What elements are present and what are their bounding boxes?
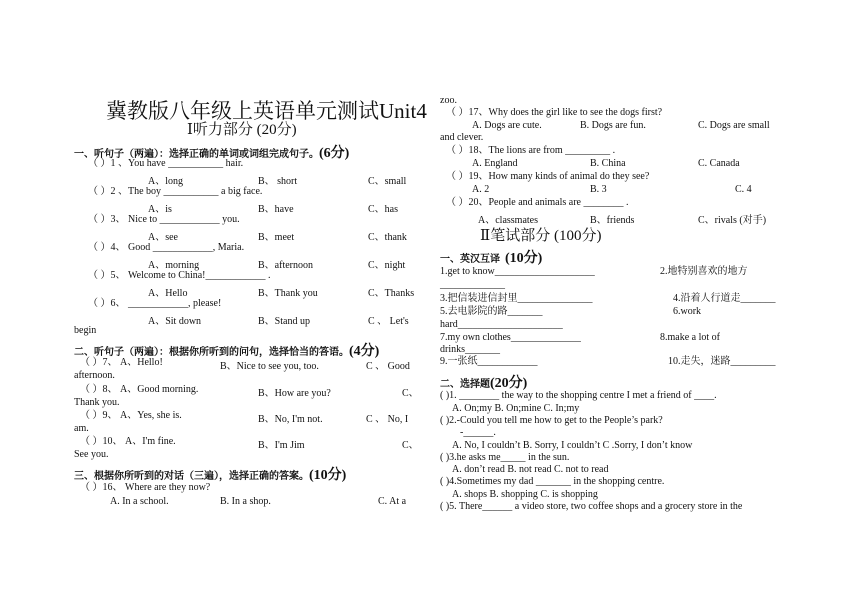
section2-title: 二、听句子（两遍）：根据你所听到的问句，选择恰当的答语。 [74,347,349,358]
q6-continuation: begin [74,325,97,336]
q10-continuation: See you. [74,449,109,460]
q3-option-b: B、meet [258,232,295,243]
mc-q1-stem: ( )1. ________ the way to the shopping centre I met a friend of ____. [440,390,717,401]
mc-q3-options: A. don’t read B. not read C. not to read [452,464,609,475]
q5-option-b: B、Thank you [258,288,318,299]
mc-q1-options: A. On;my B. On;mine C. In;my [452,403,580,414]
mc-q2-blank: -______. [460,427,496,438]
q5-stem: （ ）5、 Welcome to China!____________ . [88,270,271,281]
q1-option-c: C、small [368,176,407,187]
q20-option-b: B、friends [590,215,635,226]
translate-item-1: 1.get to know____________________ [440,266,595,277]
translate-item-8-blank: drinks_______ [440,344,500,355]
q6-stem: （ ）6、 ____________, please! [88,298,222,309]
q2-option-c: C、has [368,204,398,215]
q2-option-b: B、have [258,204,294,215]
translate-item-4: 4.沿着人行道走_______ [673,293,776,304]
page-title: 冀教版八年级上英语单元测试Unit4 [106,99,427,123]
q9-stem: （ ）9、 A、Yes, she is. [80,410,182,421]
q8-option-c: C、 [402,388,419,399]
q6-option-a: A、Sit down [148,316,202,327]
mc-q5-stem: ( )5. There______ a video store, two coffee shops and a grocery store in the [440,501,743,512]
q9-option-c: C 、 No, I [366,414,409,425]
q3-stem: （ ）3、 Nice to ____________ you. [88,214,240,225]
q19-option-b: B. 3 [590,184,607,195]
translate-item-7: 7.my own clothes______________ [440,332,581,343]
q17-option-a: A. Dogs are cute. [472,120,542,131]
q2-option-a: A、is [148,204,172,215]
q10-option-b: B、I'm Jim [258,440,305,451]
q10-option-c: C、 [402,440,419,451]
q4-option-a: A、morning [148,260,200,271]
translate-item-5: 5.去电影院的路_______ [440,306,543,317]
section3-points: (10分) [309,468,347,483]
part2-heading: Ⅱ笔试部分 (100分) [480,228,602,244]
translate-item-3: 3.把信装进信封里_______________ [440,293,593,304]
section2-points: (4分) [349,344,380,359]
q3-option-c: C、thank [368,232,407,243]
q18-stem: （ ）18、The lions are from _________ . [446,145,616,156]
writing-section1-points: (10分) [505,251,543,266]
q10-stem: （ ）10、 A、I'm fine. [80,436,176,447]
q19-option-c: C. 4 [735,184,752,195]
q3-option-a: A、see [148,232,178,243]
q7-stem: （ ）7、 A、Hello! [80,357,163,368]
section1-title: 一、听句子（两遍）：选择正确的单词或词组完成句子。 [74,149,319,160]
q4-stem: （ ）4、 Good ____________, Maria. [88,242,245,253]
q5-option-c: C、Thanks [368,288,415,299]
q17-stem: （ ）17、Why does the girl like to see the dogs first? [446,107,663,118]
q9-continuation: am. [74,423,89,434]
q2-stem: （ ）2 、The boy ___________ a big face. [88,186,263,197]
q5-option-a: A、Hello [148,288,188,299]
q19-option-a: A. 2 [472,184,490,195]
q1-option-b: B、 short [258,176,298,187]
translate-item-2-blank: _____________ [440,279,505,290]
translate-item-2: 2.地特别喜欢的地方 [660,266,748,277]
q19-stem: （ ）19、How many kinds of animal do they see? [446,171,650,182]
q16-continuation: zoo. [440,95,457,106]
q17-continuation: and clever. [440,132,484,143]
q18-option-c: C. Canada [698,158,740,169]
mc-q4-options: A. shops B. shopping C. is shopping [452,489,598,500]
mc-q2-options: A. No, I couldn’t B. Sorry, I couldn’t C .Sorry, I don’t know [452,440,693,451]
translate-item-6: 6.work [673,306,702,317]
q8-option-b: B、How are you? [258,388,331,399]
translate-item-6-blank: hard_____________________ [440,319,563,330]
section1-points: (6分) [319,146,350,161]
q7-option-b: B、Nice to see you, too. [220,361,319,372]
writing-section1-title: 一、英汉互译 [440,254,500,265]
q16-option-c: C. At a [378,496,407,507]
q8-stem: （ ）8、 A、Good morning. [80,384,199,395]
q6-option-c: C 、 Let's [368,316,409,327]
q4-option-c: C、night [368,260,406,271]
q16-option-b: B. In a shop. [220,496,271,507]
q1-stem: （ ）1 、You have ___________ hair. [88,158,244,169]
mc-q2-stem: ( )2.-Could you tell me how to get to the People’s park? [440,415,663,426]
q7-option-c: C 、 Good [366,361,410,372]
q20-stem: （ ）20、People and animals are ________ . [446,197,629,208]
translate-item-9: 9.一张纸____________ [440,356,538,367]
writing-section2-title: 二、选择题 [440,379,490,390]
q16-option-a: A. In a school. [110,496,169,507]
translate-item-10: 10.走失，迷路_________ [668,356,776,367]
writing-section2-heading [440,372,527,392]
q9-option-b: B、No, I'm not. [258,414,323,425]
q18-option-a: A. England [472,158,518,169]
part1-heading: Ⅰ听力部分 (20分) [187,122,297,138]
mc-q4-stem: ( )4.Sometimes my dad _______ in the shopping centre. [440,476,665,487]
q17-option-b: B. Dogs are fun. [580,120,646,131]
q1-option-a: A、long [148,176,183,187]
translate-item-8: 8.make a lot of [660,332,720,343]
q7-continuation: afternoon. [74,370,115,381]
q8-continuation: Thank you. [74,397,120,408]
section3-title: 三、根据你所听到的对话（三遍），选择正确的答案。 [74,471,309,482]
q4-option-b: B、afternoon [258,260,313,271]
writing-section2-points: (20分) [490,376,528,391]
q17-option-c: C. Dogs are small [698,120,770,131]
q20-option-c: C、rivals (对手) [698,215,767,226]
q16-stem: （ ）16、 Where are they now? [80,482,211,493]
mc-q3-stem: ( )3.he asks me_____ in the sun. [440,452,570,463]
q18-option-b: B. China [590,158,626,169]
q6-option-b: B、Stand up [258,316,310,327]
writing-section1-heading [440,247,542,267]
q20-option-a: A、classmates [478,215,538,226]
section3-heading [74,464,346,484]
